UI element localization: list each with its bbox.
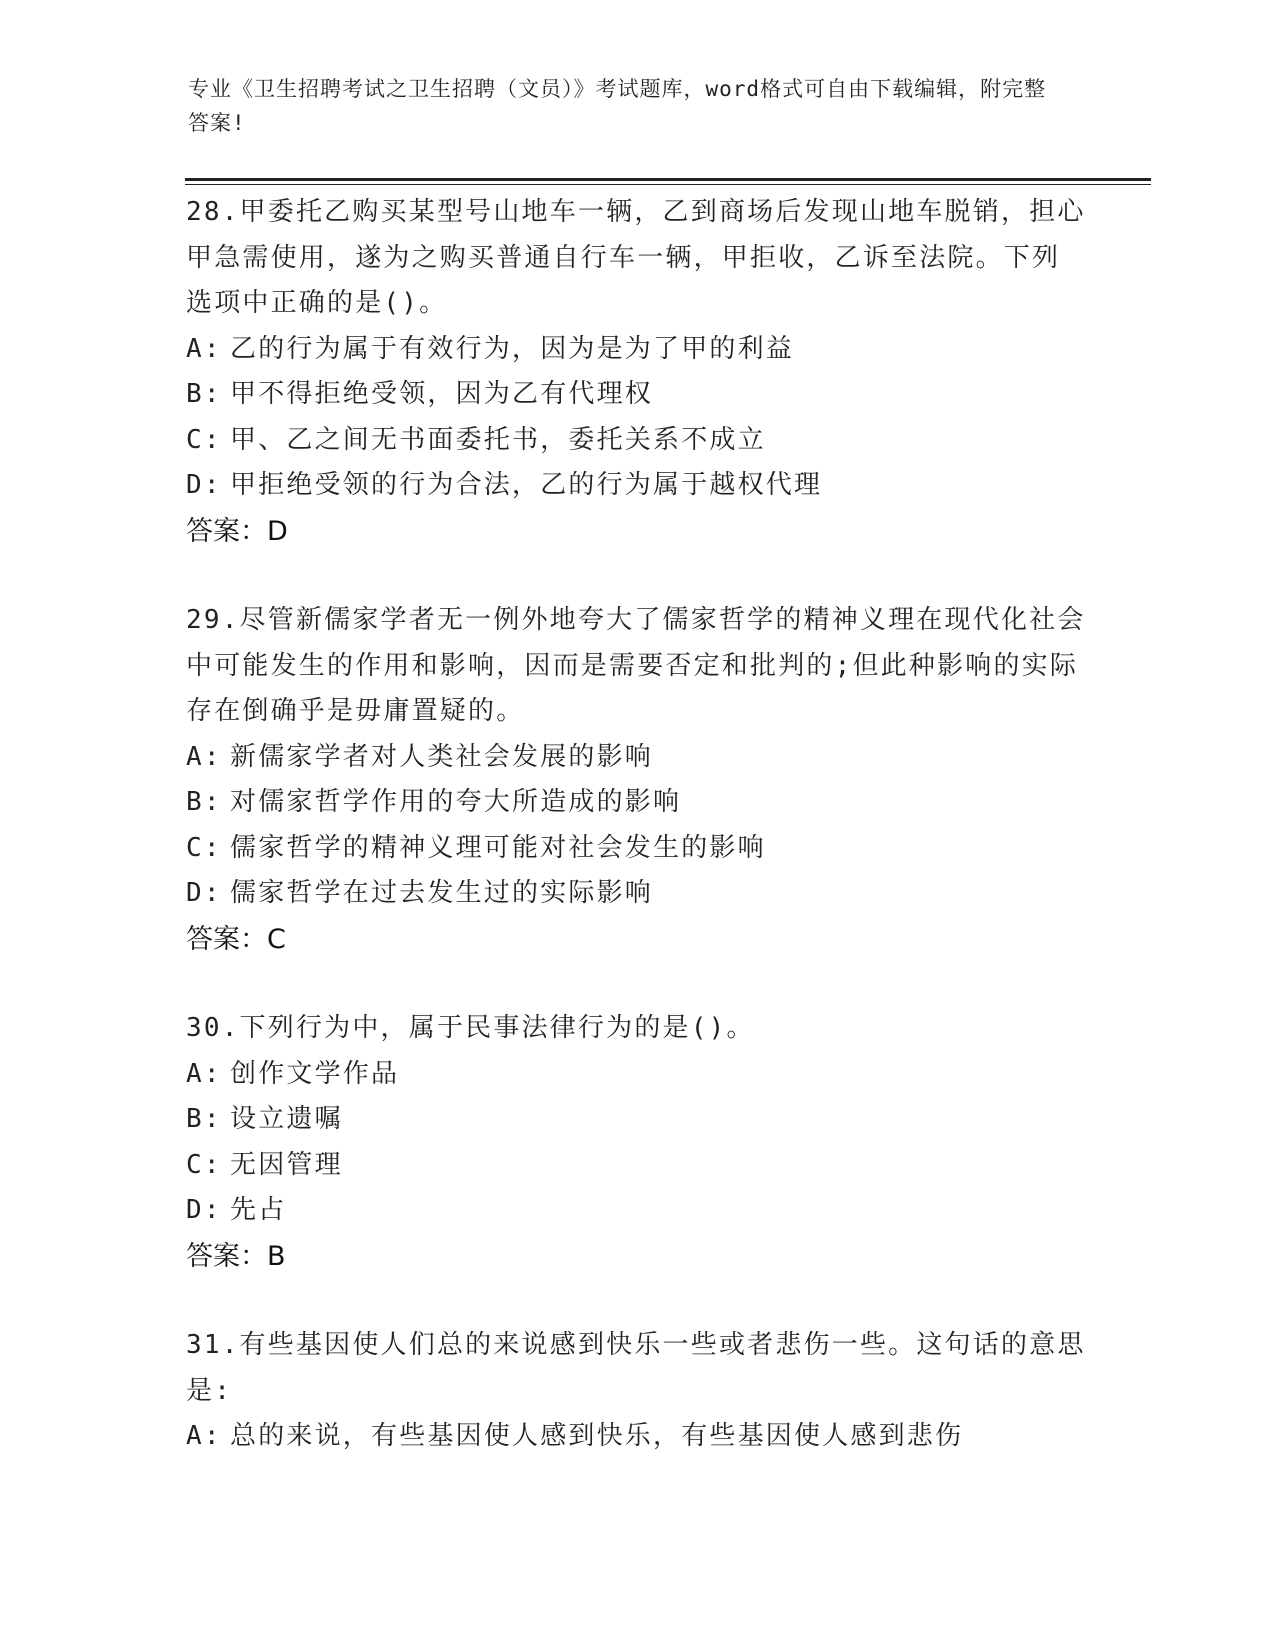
option-text: 无因管理 — [230, 1149, 343, 1180]
question-28 — [186, 190, 1086, 554]
document-header: 专业《卫生招聘考试之卫生招聘（文员）》考试题库，word格式可自由下载编辑，附完整答案! — [188, 77, 1047, 135]
option-key: D: — [186, 1195, 222, 1225]
option-b — [186, 372, 1086, 418]
option-b — [186, 780, 1086, 826]
option-text: 先占 — [230, 1195, 287, 1225]
answer: 答案：D — [186, 515, 288, 547]
option-text: 甲拒绝受领的行为合法，乙的行为属于越权代理 — [230, 470, 823, 500]
option-text: 乙的行为属于有效行为，因为是为了甲的利益 — [230, 333, 795, 364]
option-key: A: — [186, 1058, 222, 1089]
option-a — [186, 1414, 1086, 1460]
option-c — [186, 418, 1086, 464]
option-key: B: — [186, 1104, 222, 1134]
option-text: 总的来说，有些基因使人感到快乐，有些基因使人感到悲伤 — [230, 1421, 964, 1451]
option-key: B: — [186, 379, 222, 409]
answer: 答案：B — [186, 1240, 286, 1272]
header-divider-thick — [185, 178, 1151, 181]
option-key: A: — [186, 333, 222, 364]
option-text: 设立遗嘱 — [230, 1104, 343, 1134]
option-c — [186, 1143, 1086, 1189]
question-29 — [186, 598, 1086, 962]
question-stem: 28.甲委托乙购买某型号山地车一辆，乙到商场后发现山地车脱销，担心甲急需使用，遂为之购买普通自行车一辆，甲拒收，乙诉至法院。下列选项中正确的是()。 — [186, 197, 1086, 318]
option-key: A: — [186, 741, 222, 772]
question-stem: 31.有些基因使人们总的来说感到快乐一些或者悲伤一些。这句话的意思是: — [186, 1330, 1086, 1406]
option-text: 儒家哲学在过去发生过的实际影响 — [230, 878, 654, 908]
option-text: 儒家哲学的精神义理可能对社会发生的影响 — [230, 832, 766, 863]
option-c — [186, 826, 1086, 872]
question-31 — [186, 1323, 1086, 1460]
question-list — [186, 190, 1086, 1504]
option-text: 甲不得拒绝受领，因为乙有代理权 — [230, 379, 654, 409]
question-stem: 29.尽管新儒家学者无一例外地夸大了儒家哲学的精神义理在现代化社会中可能发生的作用和影响，因而是需要否定和批判的;但此种影响的实际存在倒确乎是毋庸置疑的。 — [186, 605, 1086, 726]
option-key: C: — [186, 832, 222, 863]
option-a — [186, 735, 1086, 781]
option-d — [186, 463, 1086, 509]
question-30 — [186, 1006, 1086, 1279]
answer: 答案：C — [186, 923, 286, 955]
option-d — [186, 1188, 1086, 1234]
option-text: 甲、乙之间无书面委托书，委托关系不成立 — [230, 424, 766, 455]
option-key: D: — [186, 470, 222, 500]
option-key: D: — [186, 878, 222, 908]
option-text: 对儒家哲学作用的夸大所造成的影响 — [230, 787, 682, 817]
option-d — [186, 871, 1086, 917]
option-key: B: — [186, 787, 222, 817]
question-stem: 30.下列行为中，属于民事法律行为的是()。 — [186, 1013, 755, 1043]
option-text: 新儒家学者对人类社会发展的影响 — [230, 741, 654, 772]
header-divider-thin — [185, 184, 1151, 185]
option-key: A: — [186, 1421, 222, 1451]
option-a — [186, 1052, 1086, 1098]
option-text: 创作文学作品 — [230, 1058, 400, 1089]
option-b — [186, 1097, 1086, 1143]
option-key: C: — [186, 424, 222, 455]
option-a — [186, 327, 1086, 373]
option-key: C: — [186, 1149, 222, 1180]
